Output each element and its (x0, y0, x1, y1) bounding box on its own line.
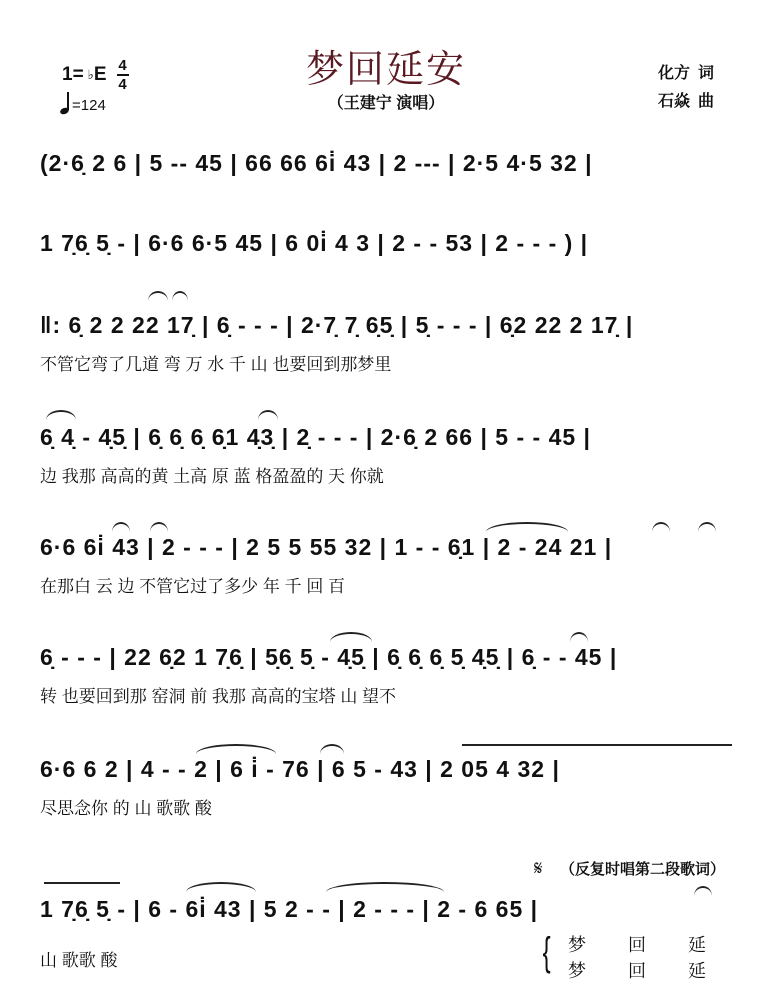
slur (652, 522, 670, 532)
lyricist-name: 化方 (658, 65, 691, 82)
slur (698, 522, 716, 532)
slur (172, 291, 188, 301)
slur (44, 882, 120, 892)
score-row-2 (40, 230, 740, 270)
notation: ‖: 6̣ 2 2 22 17̣ | 6̣ - - - | 2·7̣ 7̣ 6̣5̣ | 5̣ - - - | 6̣2 22 2 17̣ | (40, 312, 634, 338)
slur (196, 744, 276, 754)
score-row-6 (40, 644, 740, 706)
lyrics: 尽思念你 的 山 歌歌 酸 (40, 799, 212, 818)
alt-lyrics-line-1 (568, 932, 748, 958)
song-title: 梦回延安 (305, 47, 466, 91)
notation: 6·6 6i̇ 43 | 2 - - - | 2 5 5 55 32 | 1 - - 6̣1 | 2 - 24 21 | (40, 534, 613, 560)
slur (46, 410, 76, 420)
composer-role: 曲 (698, 93, 715, 110)
repeat-instruction: （反复时唱第二段歌词） (560, 861, 726, 878)
lyric-char: 梦 (568, 935, 586, 955)
lyric-char: 回 (628, 935, 646, 955)
lyric-char: 梦 (568, 961, 586, 981)
lyrics: 转 也要回到那 窑洞 前 我那 高高的宝塔 山 望不 (40, 687, 397, 706)
score-row-3 (40, 312, 740, 374)
lyrics: 在那白 云 边 不管它过了多少 年 千 回 百 (40, 577, 346, 596)
composer-name: 石焱 (658, 93, 691, 110)
score-row-4 (40, 424, 740, 486)
notation: 6·6 6 2 | 4 - - 2 | 6 i̇ - 76 | 6 5 - 43 | 2 05 4 32 | (40, 756, 560, 782)
notation: 6̣ 4̣ - 4̣5̣ | 6̣ 6̣ 6̣ 6̣1 4̣3̣ | 2̣ - - - | 2·6̣ 2 66 | 5 - - 45 | (40, 424, 591, 450)
lyricist-credit (658, 60, 714, 88)
flat-icon: ♭ (87, 67, 94, 82)
score-row-7 (40, 756, 740, 818)
alt-lyrics-line-2 (568, 958, 748, 984)
slur (326, 882, 444, 892)
slur (112, 522, 130, 532)
brace-icon: { (542, 930, 551, 974)
lyric-char: 延 (688, 935, 706, 955)
slur (186, 882, 256, 892)
slur (150, 522, 168, 532)
composer-credit (658, 88, 714, 116)
key-note: E (93, 64, 107, 85)
tempo-value: =124 (72, 97, 106, 114)
alt-lyrics (568, 932, 748, 984)
slur (694, 886, 712, 896)
lyric-char: 回 (628, 961, 646, 981)
score-row-1 (40, 150, 740, 190)
lyric-char: 延 (688, 961, 706, 981)
lyrics: 不管它弯了几道 弯 万 水 千 山 也要回到那梦里 (40, 355, 392, 374)
slur (320, 744, 344, 754)
notation: 1 7̣6̣ 5̣ - | 6·6 6·5 45 | 6 0i̇ 4 3 | 2 - - 53 | 2 - - - ) | (40, 230, 589, 256)
segno-icon: 𝄋 (534, 858, 543, 880)
slur (486, 522, 568, 532)
time-sig-bottom: 4 (118, 76, 127, 93)
notation: 1 7̣6̣ 5̣ - | 6 - 6i̇ 43 | 5 2 - - | 2 - - - | 2 - 6 65 | (40, 896, 539, 922)
lyricist-role: 词 (698, 65, 715, 82)
slur (148, 291, 168, 301)
score-row-5 (40, 534, 740, 596)
time-sig-top: 4 (118, 57, 127, 74)
lyrics: 山 歌歌 酸 (40, 951, 118, 970)
slur (462, 744, 732, 754)
slur (258, 410, 278, 420)
lyrics: 边 我那 高高的黄 土高 原 蓝 格盈盈的 天 你就 (40, 467, 384, 486)
key-label: 1= (62, 64, 84, 85)
notation: (2·6̣ 2 6 | 5 -- 45 | 66 66 6i̇ 43 | 2 --- | 2·5 4·5 32 | (40, 150, 593, 176)
score-row-8 (40, 896, 740, 970)
slur (570, 632, 588, 642)
slur (330, 632, 372, 642)
credits (658, 60, 714, 116)
notation: 6̣ - - - | 22 6̣2 1 7̣6̣ | 5̣6̣ 5̣ - 4̣5̣ | 6̣ 6̣ 6̣ 5̣ 4̣5̣ | 6̣ - - 45 | (40, 644, 618, 670)
performer: （王建宁 演唱） (327, 95, 445, 112)
